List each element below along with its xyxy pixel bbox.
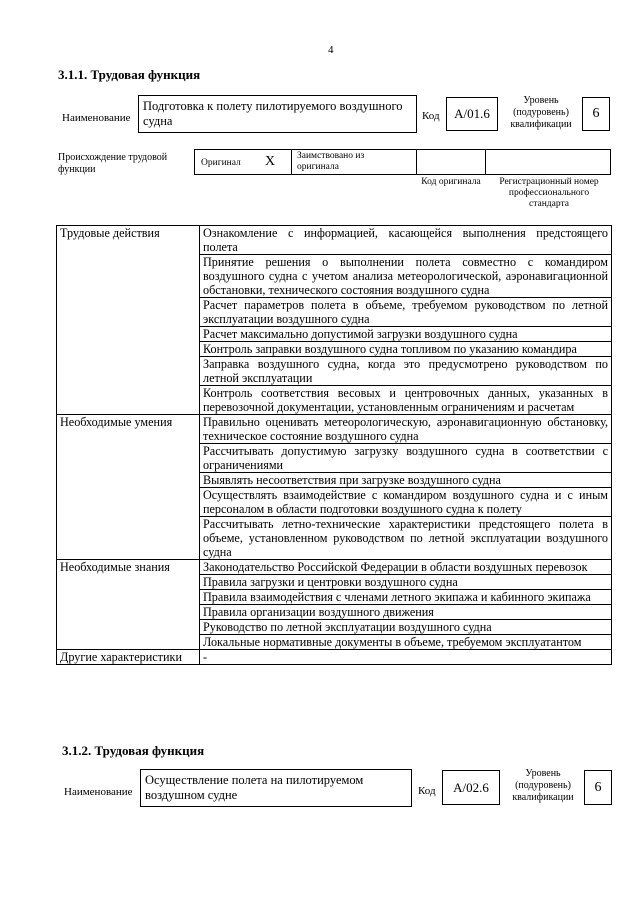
table-cell: Рассчитывать допустимую загрузку воздушного судна в соответствии с ограничениями bbox=[200, 444, 612, 473]
origin-label: Происхождение трудовой функции bbox=[58, 152, 168, 175]
section-heading-2: 3.1.2. Трудовая функция bbox=[62, 743, 205, 758]
borrowed-label: Заимствовано из оригинала bbox=[297, 151, 365, 172]
borrowed-cell bbox=[291, 149, 417, 175]
code-label: Код bbox=[422, 110, 440, 122]
table-cell: Расчет параметров полета в объеме, требуемом руководством по летной эксплуатации воздушного судна bbox=[200, 298, 612, 327]
code-box: A/01.6 bbox=[446, 97, 498, 131]
level-box-2: 6 bbox=[584, 770, 612, 805]
name-label: Наименование bbox=[62, 112, 131, 124]
table-cell: Рассчитывать летно-технические характеристики предстоящего полета в объеме, установленном руководством по летной эксплуатации воздушного судна bbox=[200, 517, 612, 560]
table-cell: - bbox=[200, 650, 612, 665]
table-row bbox=[57, 415, 612, 444]
category-required-knowledge: Необходимые знания bbox=[57, 560, 200, 650]
table-cell: Выявлять несоответствия при загрузке воздушного судна bbox=[200, 473, 612, 488]
table-cell: Законодательство Российской Федерации в области воздушных перевозок bbox=[200, 560, 612, 575]
original-label: Оригинал bbox=[201, 158, 241, 168]
table-cell: Контроль соответствия весовых и центровочных данных, указанных в перевозочной документации, установленным ограничениям и расчетам bbox=[200, 386, 612, 415]
table-cell: Руководство по летной эксплуатации воздушного судна bbox=[200, 620, 612, 635]
section-heading: 3.1.1. Трудовая функция bbox=[58, 67, 201, 82]
table-cell: Правила загрузки и центровки воздушного судна bbox=[200, 575, 612, 590]
table-cell: Принятие решения о выполнении полета совместно с командиром воздушного судна с учетом анализа метеорологической, аэронавигационной обстановки, технического состояния воздушного судна bbox=[200, 255, 612, 298]
code-label-2: Код bbox=[418, 785, 436, 797]
table-cell: Контроль заправки воздушного судна топливом по указанию командира bbox=[200, 342, 612, 357]
code-original-cell bbox=[416, 149, 486, 175]
level-box: 6 bbox=[582, 97, 610, 131]
category-required-skills: Необходимые умения bbox=[57, 415, 200, 560]
table-row bbox=[57, 560, 612, 575]
name-label-2: Наименование bbox=[64, 786, 133, 798]
table-cell: Локальные нормативные документы в объеме, требуемом эксплуатантом bbox=[200, 635, 612, 650]
original-mark: X bbox=[265, 154, 276, 169]
table-cell: Правильно оценивать метеорологическую, аэронавигационную обстановку, техническое состояние воздушного судна bbox=[200, 415, 612, 444]
category-other-characteristics: Другие характеристики bbox=[57, 650, 200, 665]
table-cell: Заправка воздушного судна, когда это предусмотрено руководством по летной эксплуатации bbox=[200, 357, 612, 386]
table-cell: Осуществлять взаимодействие с командиром воздушного судна и с иным персоналом в области подготовки воздушного судна к полету bbox=[200, 488, 612, 517]
code-original-label: Код оригинала bbox=[421, 177, 481, 187]
function-name-box: Подготовка к полету пилотируемого воздушного судна bbox=[138, 95, 417, 133]
table-cell: Правила организации воздушного движения bbox=[200, 605, 612, 620]
function-details-table bbox=[56, 225, 612, 665]
level-label: Уровень (подуровень) квалификации bbox=[510, 95, 572, 130]
table-cell: Ознакомление с информацией, касающейся выполнения предстоящего полета bbox=[200, 226, 612, 255]
table-row bbox=[57, 650, 612, 665]
category-labor-actions: Трудовые действия bbox=[57, 226, 200, 415]
reg-number-cell bbox=[485, 149, 611, 175]
original-cell bbox=[194, 149, 292, 175]
table-row bbox=[57, 226, 612, 255]
code-box-2: A/02.6 bbox=[442, 770, 500, 805]
table-cell: Правила взаимодействия с членами летного экипажа и кабинного экипажа bbox=[200, 590, 612, 605]
level-label-2: Уровень (подуровень) квалификации bbox=[512, 768, 574, 803]
page-number: 4 bbox=[328, 44, 334, 56]
reg-number-label: Регистрационный номер профессионального стандарта bbox=[499, 177, 599, 209]
table-cell: Расчет максимально допустимой загрузки воздушного судна bbox=[200, 327, 612, 342]
function-name-box-2: Осуществление полета на пилотируемом воздушном судне bbox=[140, 769, 412, 807]
